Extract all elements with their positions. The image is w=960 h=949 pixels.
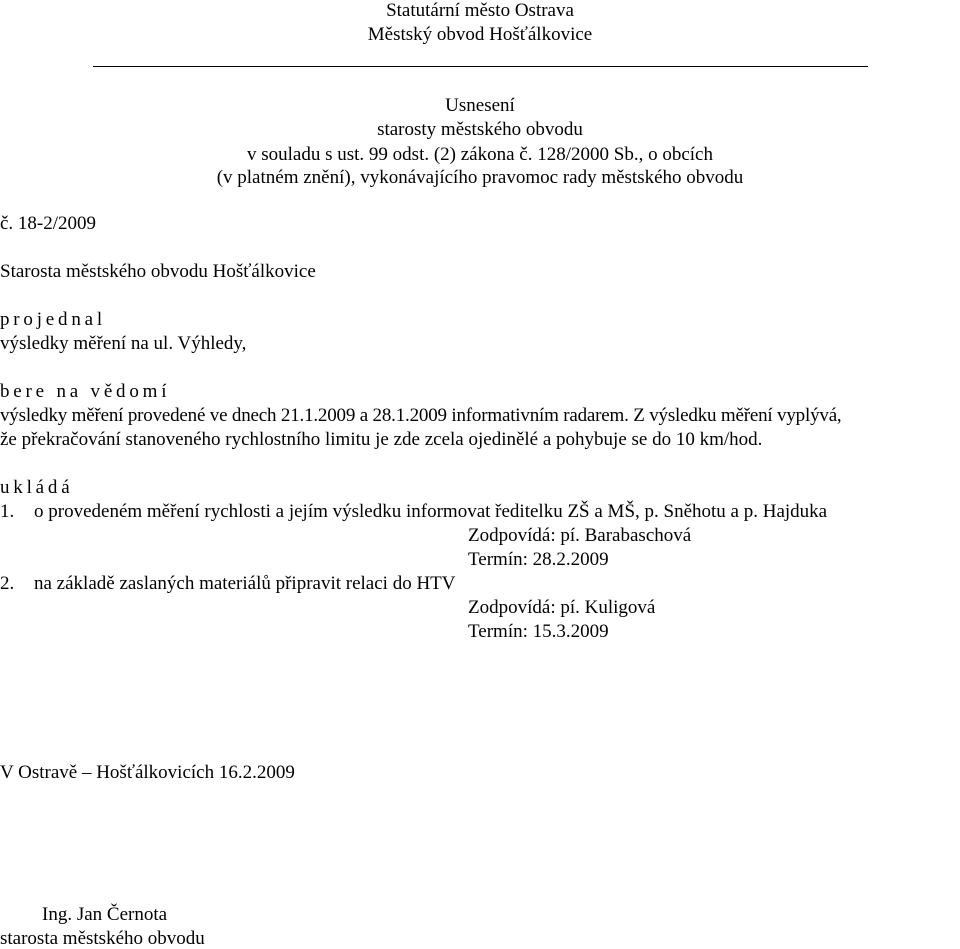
section-label-noted: bere na vědomí — [0, 381, 171, 402]
task-deadline: Termín: 28.2.2009 — [468, 549, 609, 570]
noted-text-line-2: že překračování stanoveného rychlostního limitu je zde zcela ojedinělé a pohybuje se do 10 km/hod. — [0, 429, 763, 450]
issuing-authority: Starosta městského obvodu Hošťálkovice — [0, 261, 316, 282]
place-and-date: V Ostravě – Hošťálkovicích 16.2.2009 — [0, 762, 295, 783]
discussed-text: výsledky měření na ul. Výhledy, — [0, 333, 247, 354]
task-deadline: Termín: 15.3.2009 — [468, 621, 609, 642]
document-subtitle: starosty městského obvodu — [377, 119, 583, 140]
header-district: Městský obvod Hošťálkovice — [367, 24, 593, 45]
header-city: Statutární město Ostrava — [386, 0, 574, 21]
legal-basis-line-2: (v platném znění), vykonávajícího pravomoc rady městského obvodu — [216, 167, 744, 188]
section-label-tasks: ukládá — [0, 477, 74, 498]
legal-basis-line-1: v souladu s ust. 99 odst. (2) zákona č. 128/2000 Sb., o obcích — [247, 144, 713, 165]
resolution-number: č. 18-2/2009 — [0, 213, 97, 234]
task-text: o provedeném měření rychlosti a jejím výsledku informovat ředitelku ZŠ a MŠ, p. Sněhotu a p. Hajduka — [34, 501, 828, 522]
task-number: 2. — [0, 573, 15, 594]
task-responsible: Zodpovídá: pí. Barabaschová — [468, 525, 692, 546]
section-label-discussed: projednal — [0, 309, 106, 330]
signatory-role: starosta městského obvodu — [0, 928, 205, 949]
task-responsible: Zodpovídá: pí. Kuligová — [468, 597, 656, 618]
document-title: Usnesení — [445, 95, 515, 116]
header-divider — [93, 66, 868, 67]
noted-text-line-1: výsledky měření provedené ve dnech 21.1.2009 a 28.1.2009 informativním radarem. Z výsledku měření vyplývá, — [0, 405, 842, 426]
task-text: na základě zaslaných materiálů připravit relaci do HTV — [34, 573, 456, 594]
task-number: 1. — [0, 501, 15, 522]
signatory-name: Ing. Jan Černota — [42, 904, 168, 925]
